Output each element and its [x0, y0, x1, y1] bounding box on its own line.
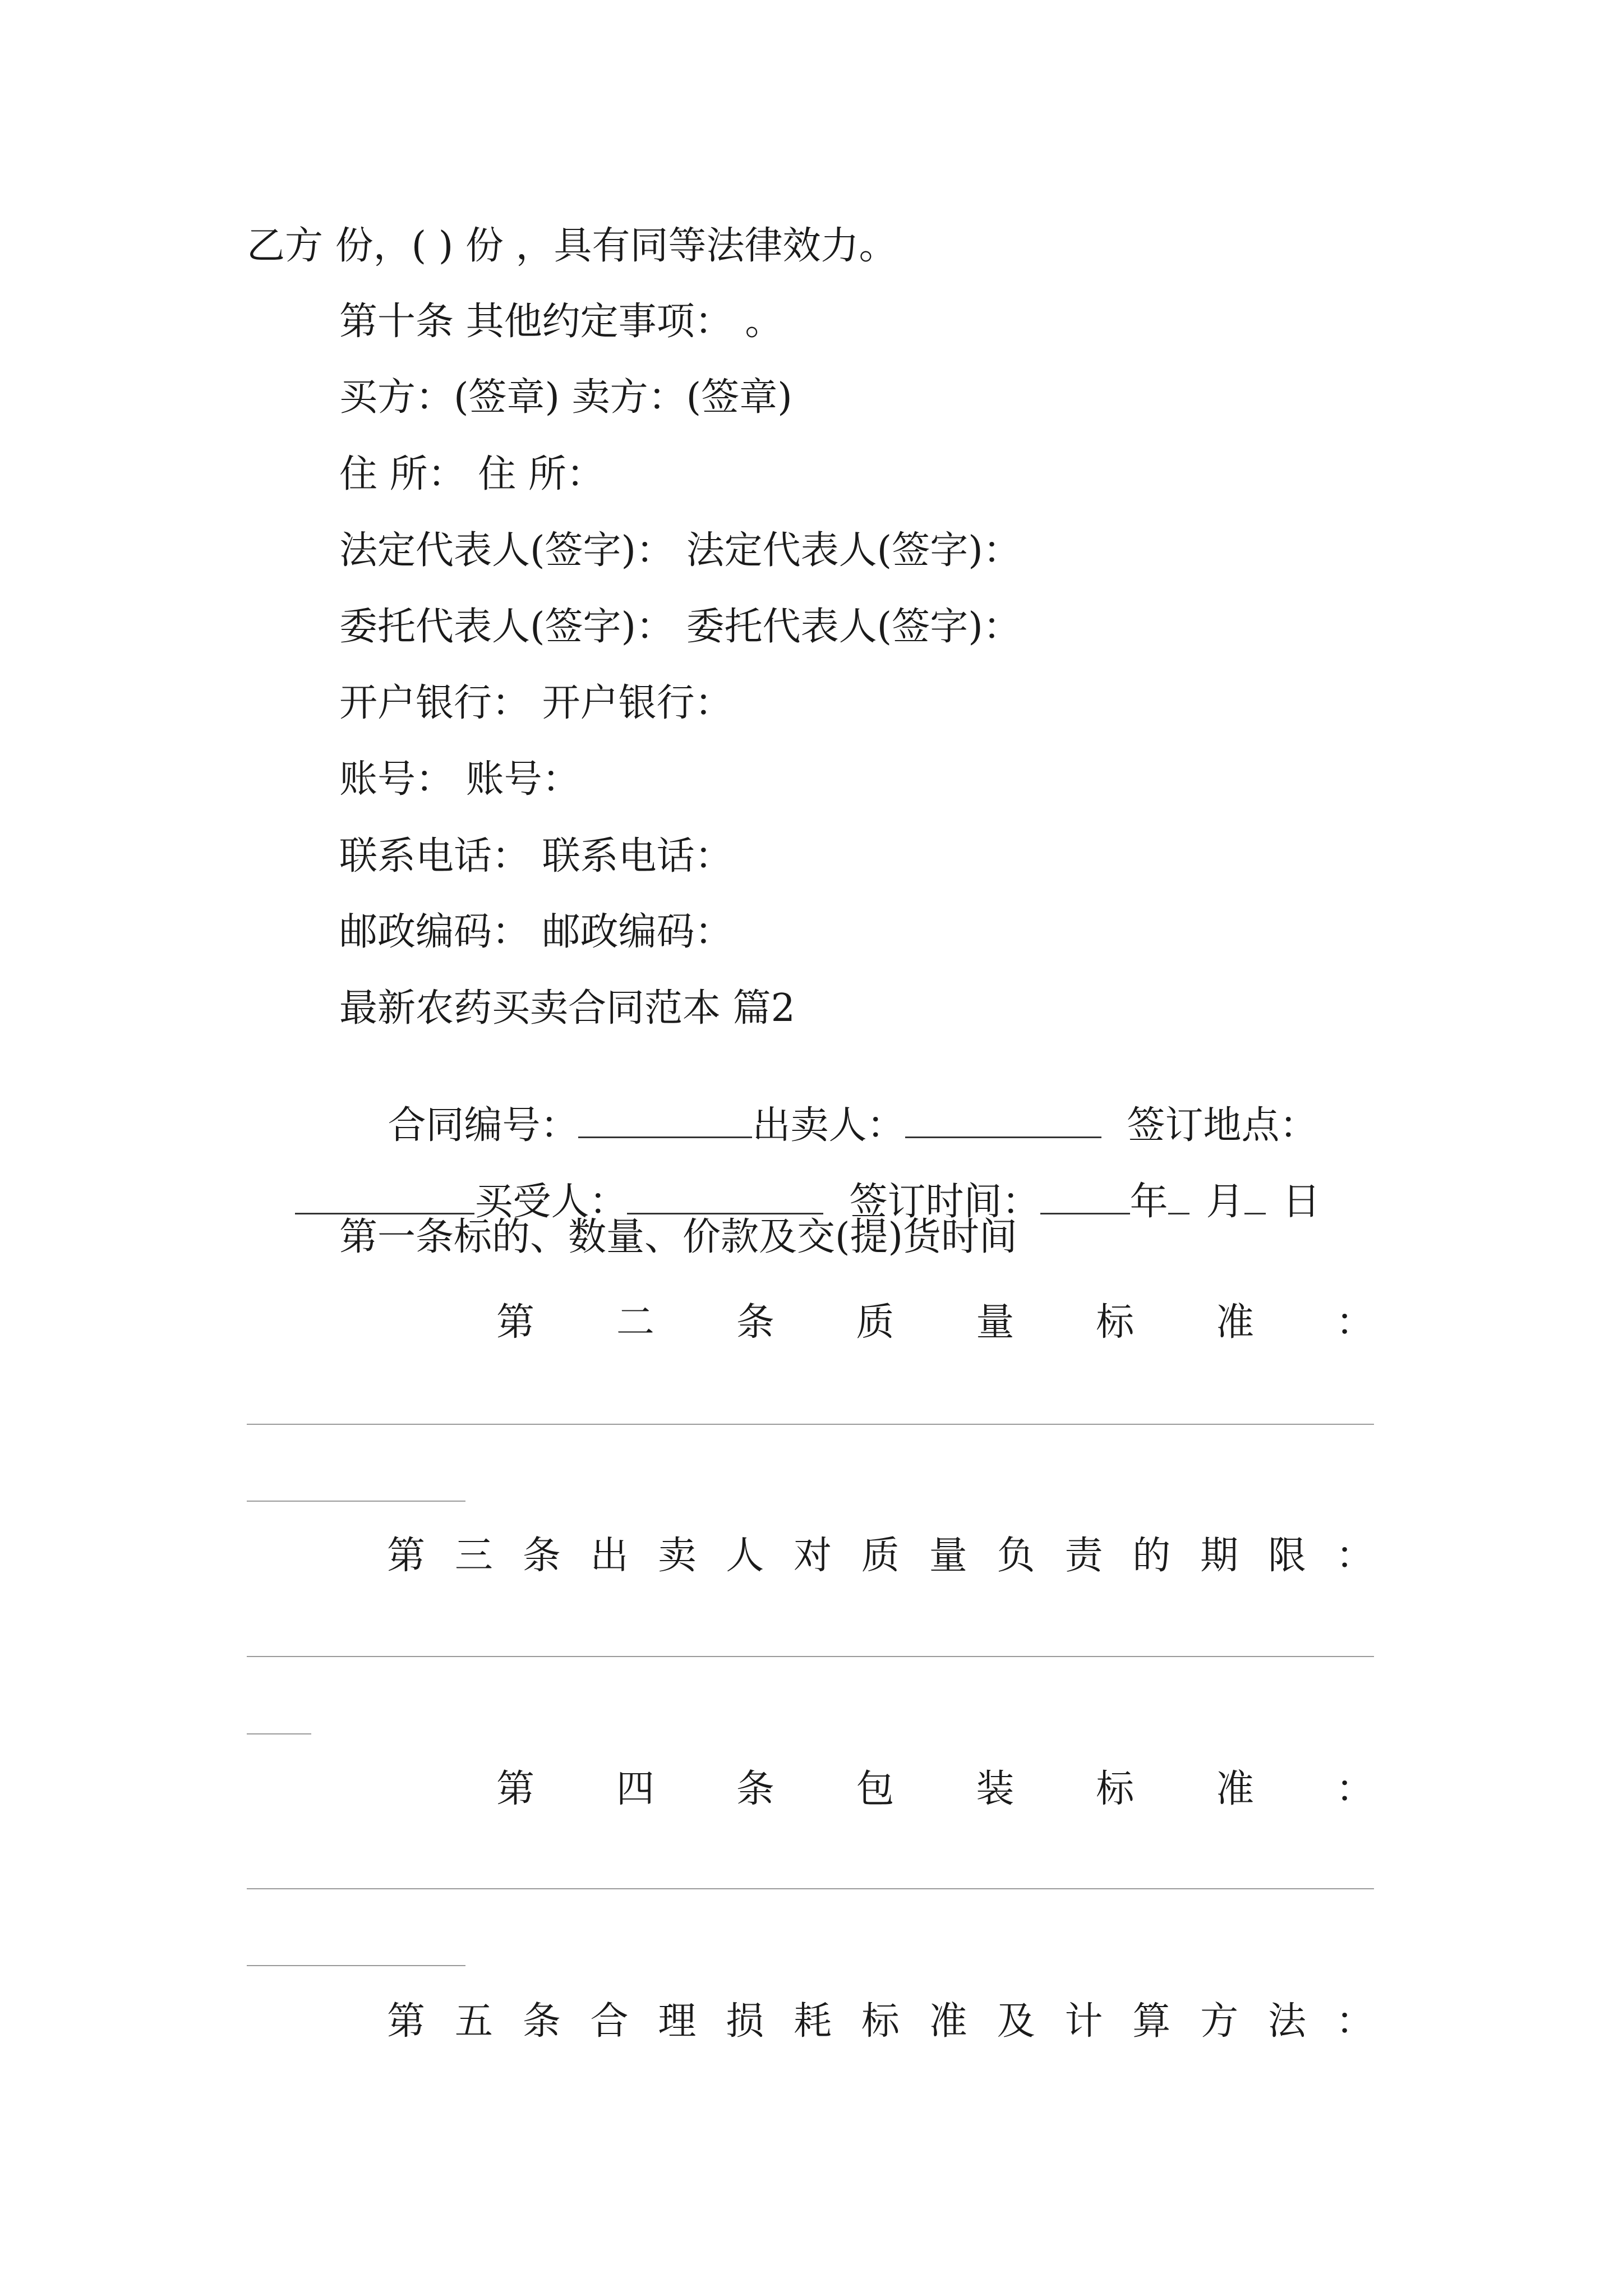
article-char: 合 [590, 1999, 629, 2044]
article-char: 四 [616, 1767, 654, 1811]
text-line-entrusted-rep: 委托代表人(签字)： 委托代表人(签字)： [339, 605, 1021, 649]
sign-time-label: 签订时间： [849, 1180, 1040, 1224]
buyer-blank [627, 1180, 823, 1214]
article-char: 三 [454, 1534, 493, 1578]
year-blank [1040, 1180, 1130, 1214]
seller-label: 出卖人： [752, 1103, 905, 1148]
contract-number-label: 合同编号： [388, 1103, 579, 1148]
buyer-label: 买受人： [474, 1180, 628, 1224]
article-char: 法 [1267, 1999, 1306, 2044]
fill-rule [247, 1965, 465, 1966]
month-blank [1168, 1180, 1189, 1214]
article-char: 第 [387, 1534, 426, 1578]
article-1: 第一条标的、数量、价款及交(提)货时间 [339, 1215, 1018, 1259]
article-char: 标 [861, 1999, 900, 2044]
article-char: 条 [522, 1534, 561, 1578]
article-char: 耗 [794, 1999, 832, 2044]
article-char: 标 [1096, 1300, 1135, 1345]
article-char: 责 [1064, 1534, 1103, 1578]
fill-rule [247, 1733, 311, 1734]
article-char: 条 [736, 1300, 774, 1345]
article-5 [387, 1999, 1374, 2044]
article-char: 理 [658, 1999, 697, 2044]
article-char: 的 [1132, 1534, 1171, 1578]
article-char: 卖 [658, 1534, 697, 1578]
year-label: 年 [1129, 1180, 1168, 1224]
article-char: 计 [1064, 1999, 1103, 2044]
article-2 [496, 1300, 1374, 1345]
month-label: 月 [1206, 1180, 1244, 1224]
article-char: 对 [794, 1534, 832, 1578]
article-char: 出 [590, 1534, 629, 1578]
article-char: 限 [1267, 1534, 1306, 1578]
article-char: 量 [929, 1534, 967, 1578]
article-char: 期 [1200, 1534, 1239, 1578]
section-title: 最新农药买卖合同范本 篇2 [339, 986, 795, 1030]
article-char: 条 [736, 1767, 774, 1811]
article-char: 损 [726, 1999, 764, 2044]
sign-place-blank [295, 1180, 474, 1214]
text-line-signatures: 买方：(签章) 卖方：(签章) [339, 375, 792, 420]
article-char: 条 [522, 1999, 561, 2044]
article-char: 装 [976, 1767, 1015, 1811]
article-char: 第 [496, 1300, 535, 1345]
article-char: ： [1335, 1767, 1374, 1811]
fill-rule [247, 1424, 1374, 1425]
article-char: ： [1335, 1534, 1374, 1578]
seller-blank [905, 1104, 1101, 1138]
article-char: 人 [726, 1534, 764, 1578]
article-char: ： [1335, 1300, 1374, 1345]
text-line-legal-rep: 法定代表人(签字)： 法定代表人(签字)： [339, 528, 1021, 573]
day-blank [1244, 1180, 1266, 1214]
article-char: ： [1335, 1999, 1374, 2044]
article-char: 质 [861, 1534, 900, 1578]
article-char: 负 [997, 1534, 1035, 1578]
article-char: 方 [1200, 1999, 1239, 2044]
text-line-account: 账号： 账号： [339, 757, 580, 802]
text-line-address: 住 所： 住 所： [339, 452, 605, 496]
article-char: 包 [856, 1767, 895, 1811]
article-char: 准 [1216, 1300, 1255, 1345]
article-char: 五 [454, 1999, 493, 2044]
fill-rule [247, 1888, 1374, 1889]
article-4 [496, 1767, 1374, 1811]
article-char: 第 [387, 1999, 426, 2044]
article-char: 及 [997, 1999, 1035, 2044]
article-char: 质 [856, 1300, 895, 1345]
article-char: 标 [1096, 1767, 1135, 1811]
text-line-parties-copies: 乙方 份，( ) 份 ，具有同等法律效力。 [247, 224, 897, 268]
text-line-phone: 联系电话： 联系电话： [339, 834, 733, 878]
article-3 [387, 1534, 1374, 1578]
article-char: 第 [496, 1767, 535, 1811]
article-char: 准 [1216, 1767, 1255, 1811]
text-line-bank: 开户银行： 开户银行： [339, 681, 733, 725]
article-char: 量 [976, 1300, 1015, 1345]
article-char: 算 [1132, 1999, 1171, 2044]
contract-number-blank [578, 1104, 752, 1138]
day-label: 日 [1282, 1180, 1321, 1224]
fill-rule [247, 1656, 1374, 1657]
article-char: 准 [929, 1999, 967, 2044]
text-line-article-10: 第十条 其他约定事项： 。 [339, 300, 783, 344]
article-char: 二 [616, 1300, 654, 1345]
text-line-postcode: 邮政编码： 邮政编码： [339, 910, 733, 954]
fill-rule [247, 1501, 465, 1502]
sign-place-label: 签订地点： [1127, 1103, 1318, 1148]
